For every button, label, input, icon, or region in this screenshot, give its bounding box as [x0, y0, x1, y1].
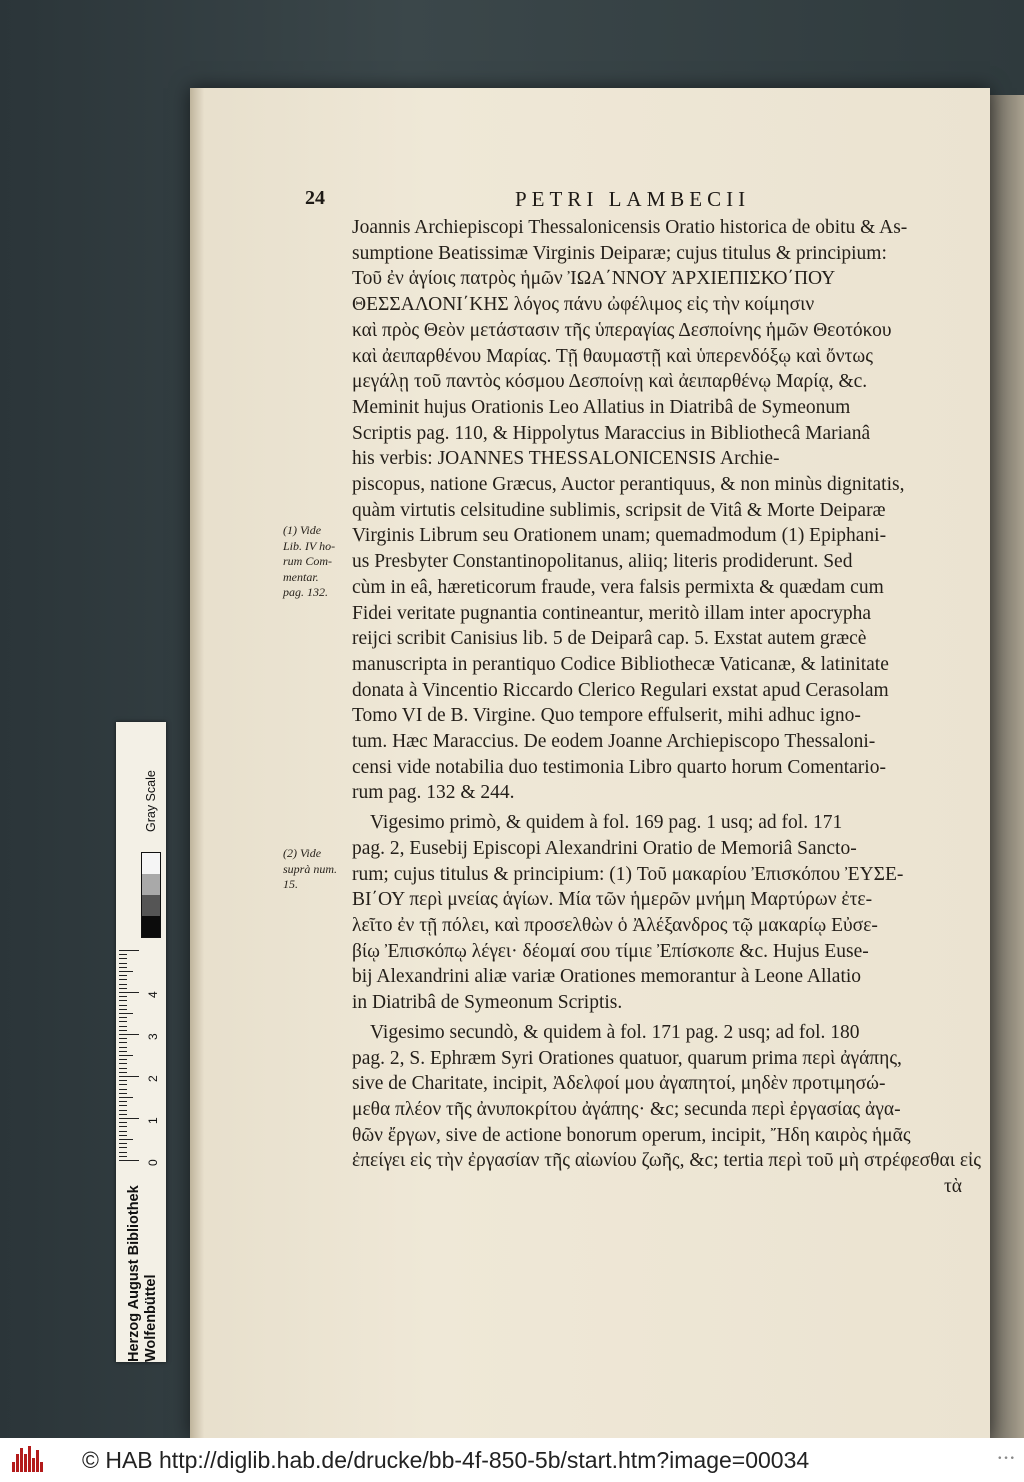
- gray-scale-ruler: [116, 722, 166, 1362]
- text-line: his verbis: JOANNES THESSALONICENSIS Archie-: [352, 448, 780, 470]
- ruler-tick: [119, 1084, 127, 1085]
- ruler-tick: [119, 1114, 127, 1115]
- text-line: τὰ: [943, 1176, 962, 1198]
- ruler-tick: [119, 1147, 127, 1148]
- text-line: ΒΙ΄ΟΥ περὶ μνείας ἁγίων. Μία τῶν ἡμερῶν μνήμη Μαρτύρων ἐτε-: [352, 889, 873, 911]
- footer-bar: [0, 1438, 1024, 1482]
- ruler-tick: [119, 1097, 133, 1098]
- margin-note-line: (1) Vide: [283, 523, 322, 537]
- ruler-number: 1: [146, 1117, 160, 1124]
- ruler-tick: [119, 984, 127, 985]
- ruler-tick: [119, 1042, 127, 1043]
- ruler-tick: [119, 950, 139, 951]
- logo-bar: [32, 1458, 35, 1472]
- text-line: quàm virtutis celsitudine sublimis, scripsit de Vitâ & Morte Deiparæ: [352, 499, 886, 521]
- text-line: μεθα πλέον τῆς ἀνυποκρίτου ἀγάπης· &c; secunda περὶ ἐργασίας ἀγα-: [352, 1098, 901, 1120]
- ruler-tick: [119, 1000, 127, 1001]
- text-line: θῶν ἔργων, sive de actione bonorum operum, incipit, Ἤδη καιρὸς ἡμᾶς: [352, 1124, 911, 1146]
- logo-bar: [40, 1462, 43, 1472]
- ruler-tick: [119, 1110, 127, 1111]
- ruler-tick: [119, 1105, 127, 1106]
- text-line: Virginis Librum seu Orationem unam; quemadmodum (1) Epiphani-: [352, 525, 887, 547]
- page-gutter-shadow: [190, 88, 204, 1438]
- copyright-link[interactable]: © HAB http://diglib.hab.de/drucke/bb-4f-850-5b/start.htm?image=00034: [82, 1446, 810, 1473]
- institution-line-2: Wolfenbüttel: [143, 1274, 159, 1362]
- text-line: rum; cujus titulus & principium: (1) Τοῦ μακαρίου Ἐπισκόπου ἘΥΣΕ-: [352, 863, 904, 885]
- logo-bar: [28, 1446, 31, 1472]
- ruler-tick: [119, 1139, 133, 1140]
- ruler-tick: [119, 1051, 127, 1052]
- ruler-tick: [119, 1131, 127, 1132]
- ruler-tick: [119, 1030, 127, 1031]
- ruler-tick: [119, 979, 127, 980]
- ruler-tick: [119, 1047, 127, 1048]
- margin-note-line: mentar.: [283, 569, 319, 584]
- margin-note-vide-lib-iv: [283, 523, 353, 601]
- ruler-tick: [119, 967, 127, 968]
- text-line: καὶ ἀειπαρθένου Μαρίας. Τῇ θαυμαστῇ καὶ ὑπερενδόξῳ καὶ ὄντως: [352, 345, 873, 367]
- ruler-tick: [119, 1089, 127, 1090]
- text-line: Tomo VI de B. Virgine. Quo tempore effulserit, mihi adhuc igno-: [352, 705, 861, 727]
- text-line: sumptione Beatissimæ Virginis Deiparæ; cujus titulus & principium:: [352, 242, 887, 264]
- text-line: βίῳ Ἐπισκόπῳ λέγει· δέομαί σου τίμιε Ἐπίσκοπε &c. Hujus Euse-: [352, 940, 869, 962]
- gray-patch-dark: [142, 895, 160, 916]
- text-line: Meminit hujus Orationis Leo Allatius in Diatribâ de Symeonum: [352, 396, 851, 418]
- ruler-tick: [119, 1009, 127, 1010]
- ruler-tick: [119, 1017, 127, 1018]
- ruler-tick: [119, 1038, 127, 1039]
- ruler-tick: [119, 992, 139, 993]
- body-text: [352, 215, 982, 1200]
- ruler-tick: [119, 1072, 127, 1073]
- margin-note-line: pag. 132.: [283, 585, 328, 599]
- margin-note-vide-supra: [283, 846, 353, 893]
- ruler-tick: [119, 1122, 127, 1123]
- text-line: μεγάλῃ τοῦ παντὸς κόσμου Δεσποίνῃ καὶ ἀειπαρθένῳ Μαρίᾳ, &c.: [352, 371, 868, 393]
- gray-patches: [141, 852, 161, 938]
- ruler-number: 0: [146, 1159, 160, 1166]
- text-line: us Presbyter Constantinopolitanus, aliiq; literis prodiderunt. Sed: [352, 551, 853, 573]
- gray-scale-title-text: Gray Scale: [144, 770, 158, 832]
- text-line: Scriptis pag. 110, & Hippolytus Maraccius in Bibliothecâ Marianâ: [352, 422, 871, 444]
- ruler-tick: [119, 1080, 127, 1081]
- text-line: censi vide notabilia duo testimonia Libro quarto horum Comentario-: [352, 756, 886, 778]
- text-line: λεῖτο ἐν τῇ πόλει, καὶ προσελθὼν ὁ Ἀλέξανδρος τῷ μακαρίῳ Εὐσε-: [352, 914, 878, 936]
- margin-note-line: suprà num.: [283, 861, 338, 876]
- text-line: bij Alexandrini aliæ variæ Orationes memorantur à Leone Allatio: [352, 966, 862, 988]
- logo-bar: [12, 1462, 15, 1472]
- running-head: [305, 187, 955, 217]
- logo-bar: [16, 1454, 19, 1472]
- margin-note-line: Lib. IV ho-: [283, 538, 336, 553]
- text-line: καὶ πρὸς Θεὸν μετάστασιν τῆς ὑπεραγίας Δεσποίνης ἡμῶν Θεοτόκου: [352, 319, 892, 341]
- text-line: tum. Hæc Maraccius. De eodem Joanne Archiepiscopo Thessaloni-: [352, 731, 876, 753]
- text-line: rum pag. 132 & 244.: [352, 782, 515, 804]
- ruler-tick: [119, 1005, 127, 1006]
- footer-dots: •••: [997, 1454, 1016, 1464]
- ruler-tick: [119, 954, 127, 955]
- logo-bar: [20, 1448, 23, 1472]
- margin-note-line: rum Com-: [283, 554, 333, 568]
- adjacent-leaf: [990, 95, 1024, 1438]
- ruler-tick: [119, 1156, 127, 1157]
- text-line: donata à Vincentio Riccardo Clerico Regulari exstat apud Cerasolam: [352, 679, 889, 701]
- ruler-number: 3: [146, 1033, 160, 1040]
- text-line: pag. 2, Eusebij Episcopi Alexandrini Oratio de Memoriâ Sancto-: [352, 837, 857, 859]
- text-line: Fidei veritate pugnantia contineantur, meritò illam inter apocrypha: [352, 602, 872, 624]
- gray-patch-black: [142, 916, 160, 937]
- ruler-tick: [119, 988, 127, 989]
- ruler-tick: [119, 1118, 139, 1119]
- ruler-tick: [119, 1135, 127, 1136]
- ruler-number: 4: [146, 991, 160, 998]
- institution-line-1: Herzog August Bibliothek: [126, 1185, 142, 1362]
- ruler-tick: [119, 1126, 127, 1127]
- ruler-scale: [116, 722, 166, 1166]
- text-line: reijci scribit Canisius lib. 5 de Deiparâ cap. 5. Exstat autem græcè: [352, 628, 867, 650]
- text-line: Vigesimo primò, & quidem à fol. 169 pag. 1 usq; ad fol. 171: [370, 812, 843, 834]
- text-line: ΘΕΣΣΑΛΟΝΙ΄ΚΗΣ λόγος πάνυ ὠφέλιμος εἰς τὴν κοίμησιν: [352, 294, 815, 316]
- ruler-tick: [119, 1055, 133, 1056]
- ruler-tick: [119, 971, 133, 972]
- ruler-tick: [119, 963, 127, 964]
- text-line: sive de Charitate, incipit, Ἀδελφοί μου ἀγαπητοί, μηδὲν προτιμησώ-: [352, 1073, 886, 1095]
- running-head-title: PETRI LAMBECII: [515, 187, 751, 211]
- page-number: 24: [305, 187, 325, 209]
- ruler-tick: [119, 996, 127, 997]
- ruler-number: 2: [146, 1075, 160, 1082]
- text-line: ἐπείγει εἰς τὴν ἐργασίαν τῆς αἰωνίου ζωῆς, &c; tertia περὶ τοῦ μὴ στρέφεσθαι εἰς: [352, 1150, 982, 1172]
- logo-bar: [36, 1450, 39, 1472]
- text-line: piscopus, natione Græcus, Auctor perantiquus, & non minùs dignitatis,: [352, 474, 905, 496]
- margin-note-line: 15.: [283, 877, 298, 891]
- ruler-tick: [119, 1076, 139, 1077]
- ruler-tick: [119, 975, 127, 976]
- text-line: Τοῦ ἐν ἁγίοις πατρὸς ἡμῶν ἸΩΑ΄ΝΝΟΥ ἈΡΧΙΕΠΙΣΚΟ΄ΠΟΥ: [352, 268, 836, 290]
- ruler-tick: [119, 1013, 133, 1014]
- ruler-tick: [119, 1068, 127, 1069]
- ruler-tick: [119, 1160, 139, 1161]
- ruler-tick: [119, 1063, 127, 1064]
- text-line: Vigesimo secundò, & quidem à fol. 171 pag. 2 usq; ad fol. 180: [370, 1021, 860, 1043]
- text-line: in Diatribâ de Symeonum Scriptis.: [352, 992, 623, 1014]
- text-line: manuscripta in perantiquo Codice Bibliothecæ Vaticanæ, & latinitate: [352, 653, 889, 675]
- text-line: pag. 2, S. Ephræm Syri Orationes quatuor, quarum prima περὶ ἀγάπης,: [352, 1047, 902, 1069]
- ruler-tick: [119, 1093, 127, 1094]
- text-line: Joannis Archiepiscopi Thessalonicensis Oratio historica de obitu & As-: [352, 217, 908, 238]
- ruler-tick: [119, 1059, 127, 1060]
- ruler-tick: [119, 1101, 127, 1102]
- hab-logo-icon: [12, 1446, 46, 1474]
- logo-bar: [24, 1454, 27, 1472]
- margin-note-line: (2) Vide: [283, 846, 322, 860]
- ruler-tick: [119, 1143, 127, 1144]
- ruler-tick: [119, 1021, 127, 1022]
- gray-patch-white: [142, 853, 160, 874]
- ruler-tick: [119, 958, 127, 959]
- ruler-tick: [119, 1034, 139, 1035]
- ruler-tick: [119, 1152, 127, 1153]
- text-line: cùm in eâ, hæreticorum fraude, vera falsis permixta & quædam cum: [352, 576, 884, 598]
- gray-patch-light: [142, 874, 160, 895]
- ruler-tick: [119, 1026, 127, 1027]
